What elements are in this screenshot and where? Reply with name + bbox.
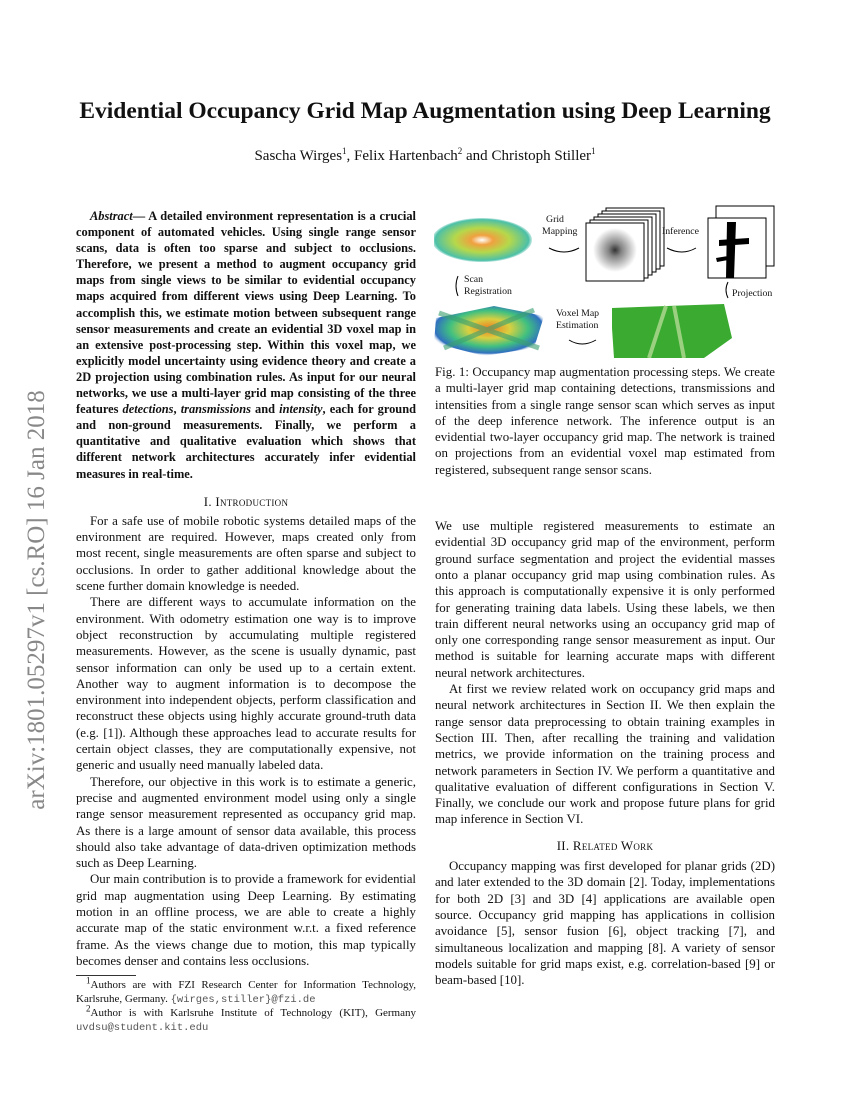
paragraph: For a safe use of mobile robotic systems detailed maps of the environment are required. However, maps created only from most recent, single measurements are often sparse and subject to occlusions. In order to gather additional knowledge about the scene further domain knowledge is needed. [76, 513, 416, 594]
abstract-emphasis: detections [122, 402, 174, 417]
footnotes [76, 969, 416, 1035]
footnote-mark: 2 [86, 1003, 91, 1014]
abstract-text: and [250, 402, 280, 417]
paragraph: At first we review related work on occupancy grid maps and neural network architectures in Section II. We then explain the range sensor data preprocessing to obtain training examples in Section III. Then, after recalling the training and validation metrics, we provide information on the training process and network parameters in Section IV. We perform a quantitative and qualitative evaluation of different configurations in Section V. Finally, we conclude our work and propose future plans for grid map inference in Section VI. [435, 682, 775, 827]
separator: and [462, 148, 492, 164]
footnote-rule [76, 975, 136, 976]
affiliation-mark: 2 [457, 146, 463, 156]
figure-label: Grid [546, 214, 564, 225]
email: {wirges,stiller}@fzi.de [170, 993, 316, 1006]
figure-label: Voxel Map [556, 308, 600, 319]
author-name: Felix Hartenbach [354, 148, 458, 164]
inferred-occupancy-map [708, 206, 774, 278]
abstract-text: A detailed environment representation is a crucial component of automated vehicles. Using single range sensor scans, data is often too sparse and subject to occlusions. Therefore, we present a method to augment occupancy grid maps from single views to be similar to evidential occupancy maps acquired from different views using Deep Learning. To accomplish this, we estimate motion between subsequent range sensor measurements and create an evidential 3D voxel map in an extensive post-processing step. Within this voxel map, we explicitly model uncertainty using evidence theory and create a 2D projection using combination rules. As input for our neural networks, we use a multi-layer grid map consisting of the three features [76, 209, 416, 417]
section-heading: II. Related Work [556, 838, 654, 853]
figure-label: Mapping [542, 226, 578, 237]
footnote-mark: 1 [86, 975, 91, 986]
figure-1-pipeline [434, 198, 784, 358]
figure-label: Registration [464, 286, 512, 297]
paragraph: We use multiple registered measurements to estimate an evidential 3D occupancy grid map of the environment, perform ground surface segmentation and project the evidential masses onto a planar occupancy grid map using combination rules. As this approach is computationally expensive it is only performed for generating training data labels. Using these labels, we then train different neural networks using an occupancy grid map of only one corresponding range sensor measurement as input. Our method is suitable for learning accurate maps with different neural network architectures. [435, 519, 775, 680]
figure-label: Projection [732, 288, 773, 299]
caption-text: Fig. 1: Occupancy map augmentation processing steps. We create a multi-layer grid map containing detections, transmissions and intensities from a single range sensor scan which serves as input of the deep inference network. The inference output is an evidential two-layer occupancy grid map. The network is trained on projections from an evidential voxel map estimated from registered, subsequent range sensor scans. [435, 365, 775, 477]
footnote [76, 1003, 416, 1035]
footnote [76, 975, 416, 1007]
affiliation-mark: 1 [342, 146, 347, 156]
footnote-text: Author is with Karlsruhe Institute of Technology (KIT), Germany [90, 1007, 416, 1020]
abstract-emphasis: intensity [279, 402, 323, 417]
intro-continued [435, 518, 775, 988]
figure-label: Scan [464, 274, 484, 285]
paragraph: Our main contribution is to provide a framework for evidential grid map augmentation using Deep Learning. By estimating motion in an offline process, we are able to create a highly accurate map of the static environment w.r.t. a fixed reference frame. As the views change due to motion, this map typically becomes denser and contains less occlusions. [76, 872, 416, 968]
registered-point-cloud [434, 306, 544, 356]
footnote-text: Authors are with FZI Research Center for Information Technology, Karlsruhe, Germany. [76, 979, 416, 1005]
abstract-text: , [173, 402, 181, 417]
paragraph: Therefore, our objective in this work is to estimate a generic, precise and augmented environment model using only a single range sensor measurement represented as occupancy grid map. As there is a large amount of sensor data available, this process should also take advantage of data-driven optimization methods such as Deep Learning. [76, 774, 416, 871]
figure-label: Inference [662, 226, 699, 237]
right-column [435, 198, 775, 988]
grid-map-stack [586, 208, 664, 281]
paragraph: There are different ways to accumulate information on the environment. With odometry estimation one way is to improve object reconstruction by accumulating multiple registered measurements. However, as the scene is usually dynamic, past sensor information can only be used up to a certain extent. Another way to augment information is to decompose the environment into independent objects, perform classification and reconstruct these objects using highly accurate ground-truth data (e.g. [1]). Although these approaches lead to accurate results for certain object classes, they are computationally expensive, not generic and usually need manually labeled data. [76, 595, 416, 773]
affiliation-mark: 1 [591, 146, 596, 156]
scan-point-cloud [434, 218, 532, 262]
section-heading: I. Introduction [203, 494, 289, 509]
left-column [76, 208, 416, 1035]
figure-caption [435, 364, 775, 478]
abstract [76, 208, 416, 482]
figure-label: Estimation [556, 320, 599, 331]
author-list [0, 148, 850, 165]
voxel-map [612, 304, 732, 358]
paper-title: Evidential Occupancy Grid Map Augmentation using Deep Learning [79, 98, 771, 124]
abstract-label: Abstract [90, 209, 133, 223]
arxiv-stamp: arXiv:1801.05297v1 [cs.RO] 16 Jan 2018 [23, 390, 50, 810]
separator: , [346, 148, 355, 164]
abstract-text: , each for ground and non-ground measurements. Finally, we perform a quantitative and qualitative evaluation which shows that different network architectures accurately infer evidential measures in real-time. [76, 402, 416, 481]
dash: — [132, 209, 149, 223]
author-name: Christoph Stiller [491, 148, 592, 164]
introduction-section [76, 494, 416, 970]
email: uvdsu@student.kit.edu [76, 1021, 209, 1034]
paragraph: Occupancy mapping was first developed for planar grids (2D) and later extended to the 3D domain [2]. Today, implementations for both 2D [3] and 3D [4] applications are available open source. Occupancy grid mapping has applications in collision avoidance [5], sensor fusion [6], object tracking [7], and simultaneous localization and mapping [8]. A variety of sensor models suitable for grid maps exist, e.g. correlation-based [9] or beam-based [10]. [435, 859, 775, 988]
author-name: Sascha Wirges [254, 148, 343, 164]
abstract-emphasis: transmissions [180, 402, 251, 417]
